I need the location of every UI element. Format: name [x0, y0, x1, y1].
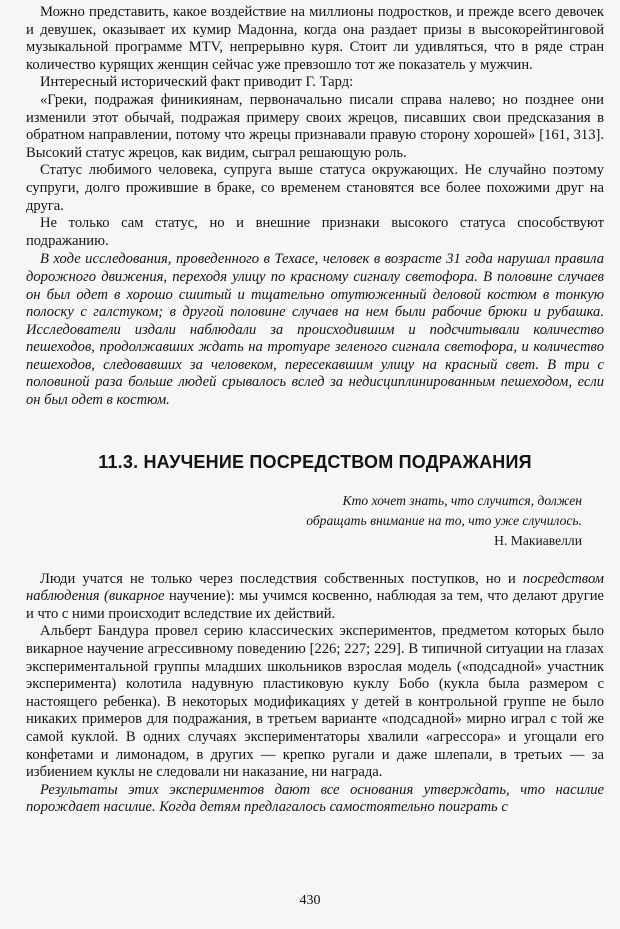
- epigraph-line-2: обращать внимание на то, что уже случилось.: [306, 512, 582, 528]
- paragraph-bandura: Альберт Бандура провел серию классических экспериментов, предметом которых было викарное научение агрессивному поведению [226; 227; 229]. В типичной ситуации на глазах экспериментальной группы младших школьников взрослая модель («подсадной» участник эксперимента) колотила надувную пластиковую куклу Бобо (кукла была размером с настоящего ребенка). В некоторых модификациях у детей в контрольной группе не было никаких примеров для подражания, в третьем варианте «подсадной» мирно играл с той же самой куклой. В одних случаях экспериментаторы хвалили «агрессора» и угощали его конфетами и лимонадом, в других — крепко ругали и даже шлепали, в третьих — за избиением куклы не следовали ни наказание, ни награда.: [26, 623, 604, 781]
- paragraph-texas-example: В ходе исследования, проведенного в Техасе, человек в возрасте 31 года нарушал правила дорожного движения, переходя улицу по красному сигналу светофора. В половине случаев он был одет в хорошо сшитый и тщательно отутюженный деловой костюм в тонкую полоску с галстуком; в другой половине случаев на нем были рабочие брюки и рубашка. Исследователи издали наблюдали за происходившим и подсчитывали количество пешеходов, продолжавших ждать на тротуаре зеленого сигнала светофора, и количество пешеходов, следовавших за человеком, пересекавшим улицу на красный свет. В три с половиной раза больше людей срывалось вслед за недисциплинированным пешеходом, если он был одет в костюм.: [26, 251, 604, 409]
- page-body: [26, 4, 604, 817]
- learning-text-italic: посредством наблюдения (викарное: [26, 570, 604, 605]
- paragraph-vicarious-learning: [26, 571, 604, 624]
- epigraph-author: Н. Макиавелли: [494, 532, 582, 548]
- paragraph-tard-quote: «Греки, подражая финикиянам, первоначально писали справа налево; но позднее они изменили этот обычай, подражая примеру своих жрецов, писавших свои предсказания в обратном направлении, потому что жрецы признавали правую сторону хорошей» [161, 313]. Высокий статус жрецов, как видим, сыграл решающую роль.: [26, 91, 604, 161]
- learning-text-before: Люди учатся не только через последствия собственных поступков, но и: [40, 570, 523, 587]
- learning-text-after: научение): мы учимся косвенно, наблюдая за тем, что делают другие и что с ними происходит вследствие их действий.: [26, 588, 604, 622]
- paragraph-tard-intro: Интересный исторический факт приводит Г. Тард:: [40, 74, 354, 91]
- epigraph-line-1: Кто хочет знать, что случится, должен: [342, 492, 582, 508]
- paragraph-status-signs: Не только сам статус, но и внешние признаки высокого статуса способствуют подражанию.: [26, 215, 604, 249]
- paragraph-madonna: Можно представить, какое воздействие на миллионы подростков, и прежде всего девочек и девушек, оказывает их кумир Мадонна, когда она раздает призы в высокорейтинговой музыкальной программе MTV, непрерывно куря. Стоит ли удивляться, что в ряде стран количество курящих женщин сейчас уже превзошло тот же показатель у мужчин.: [26, 4, 604, 73]
- section-heading: 11.3. НАУЧЕНИЕ ПОСРЕДСТВОМ ПОДРАЖАНИЯ: [98, 451, 532, 472]
- paragraph-results: Результаты этих экспериментов дают все основания утверждать, что насилие порождает насилие. Когда детям предлагалось самостоятельно поиграть с: [26, 781, 604, 816]
- page-number: 430: [299, 893, 321, 908]
- paragraph-spouse-status: Статус любимого человека, супруга выше статуса окружающих. Не случайно поэтому супруги, долго прожившие в браке, со временем становятся все более похожими друг на друга.: [26, 162, 604, 214]
